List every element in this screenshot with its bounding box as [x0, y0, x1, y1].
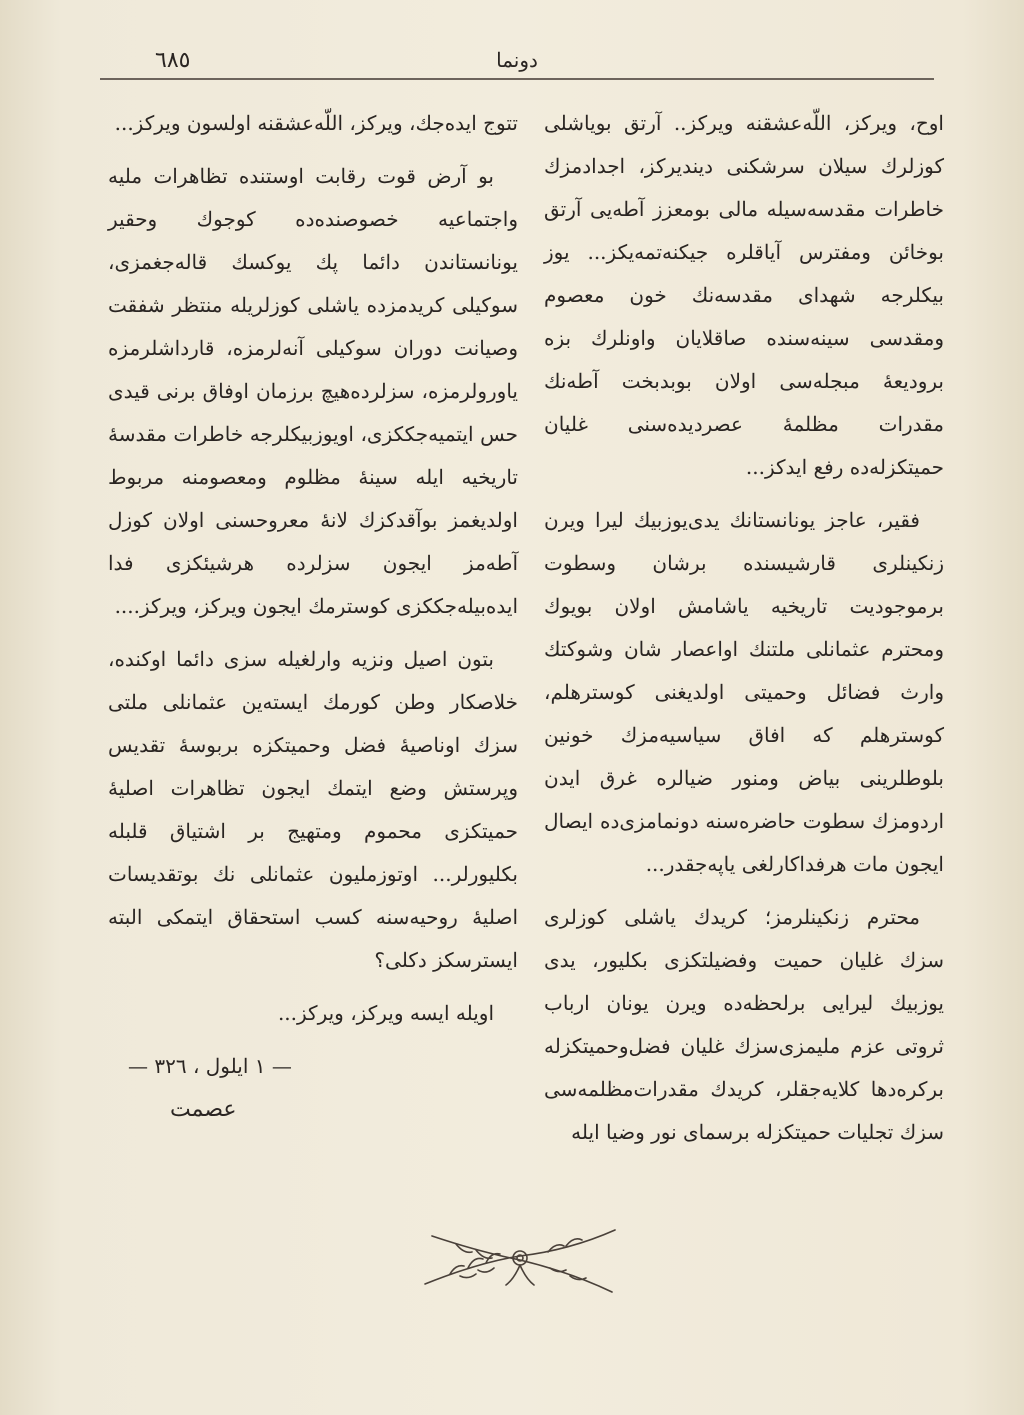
paragraph: فقیر، عاجز یونانستانك یدی‌یوزبیك لیرا ویرن زنکینلری قارشیسنده برشان وسطوت برموجودیت تاریخیه یاشامش اولان بویوك ومحترم عثمانلی ملتنك اواعصار شان وشوکتك وارث فضائل وحمیتی اولدیغنی کوسترهلم، کوسترهلم که افاق سیاسیه‌مزك خونین بلوطلرینی بیاض ومنور ضیالره غرق ایدن اردومزك سطوت حاضره‌سنه دونمامزی‌ده ایصال ایجون مات هرفداکارلغی یاپه‌جقدر...: [544, 508, 944, 876]
running-title: دونما: [496, 48, 538, 72]
paragraph: محترم زنکینلرمز؛ کریدك یاشلی کوزلری سزك غلیان حمیت وفضیلتکزی بکلیور، یدی یوزبیك لیرایی برلحظه‌ده ویرن یونان ارباب ثروتی عزم ملیمزی‌سزك غلیان فضل‌وحمیتکزله برکره‌دها کلایه‌جقلر، کریدك مقدرات‌مظلمه‌سی سزك تجلیات حمیتکزله برسمای نور وضیا ایله: [544, 905, 944, 1144]
page-number: ٦٨٥: [155, 48, 191, 73]
page-header: [100, 40, 934, 80]
paragraph: اویله ایسه ویرکز، ویرکز...: [277, 1001, 494, 1025]
paragraph: تتوج ایده‌جك، ویرکز، اللّه‌عشقنه اولسون ویرکز...: [114, 111, 518, 135]
dateline: — ۱ ایلول ، ۳۲٦ —: [128, 1054, 292, 1078]
header-rule: [100, 78, 934, 80]
left-column: [108, 102, 518, 1131]
right-column: [544, 102, 944, 1164]
crossed-branches-ornament-icon: [420, 1222, 620, 1300]
paragraph: اوح، ویرکز، اللّه‌عشقنه ویرکز.. آرتق بویاشلی کوزلرك سیلان سرشکنی دیندیرکز، اجدادمزك خاطرات مقدسه‌سیله مالی بومعزز آطه‌یی آرتق بوخائن ومفترس آیاقلره جیکنه‌تمه‌یکز... یوز بیکلرجه شهدای مقدسه‌نك خون معصوم ومقدسی سینه‌سنده صاقلایان واونلرك بزه برودیعهٔ مبجله‌سی اولان بوبدبخت آطه‌نك مقدرات مظلمهٔ عصردیده‌سنی غلیان حمیتکزله‌ده رفع ایدکز...: [544, 111, 944, 479]
author-signature: عصمت: [170, 1097, 237, 1122]
paragraph: بو آرض قوت رقابت اوستنده تظاهرات ملیه واجتماعیه خصوصنده‌ده کوجوك وحقیر یونانستاندن دائما پك یوکسك قاله‌جغمزی، سوکیلی کریدمزده یاشلی کوزلریله منتظر شفقت وصیانت دوران سوکیلی آنه‌لرمزه، قارداشلرمزه یاورولرمزه، سزلرده‌هیچ برزمان اوفاق برنی قیدی حس ایتمیه‌جککزی، اویوزبیکلرجه خاطرات مقدسهٔ تاریخیه ایله سینهٔ مظلوم ومعصومنه مربوط اولدیغمز بوآقدکزك لانهٔ معروحسنی اولان کوزل آطه‌مز ایجون سزلرده هرشیئکزی فدا ایده‌بیله‌جککزی کوسترمك ایجون ویرکز، ویرکز....: [108, 164, 518, 618]
paragraph: بتون اصیل ونزیه وارلغیله سزی دائما اوکنده، خلاصکار وطن کورمك ایسته‌ین عثمانلی ملتی سزك اوناصیهٔ فضل وحمیتکزه بربوسهٔ تقدیس وپرستش وضع ایتمك ایجون تظاهرات اصلیهٔ حمیتکزی محموم ومتهیج بر اشتیاق قلبله بکلیورلر... اوتوزملیون عثمانلی نك بوتقدیسات اصلیهٔ روحیه‌سنه کسب استحقاق ایتمکی البته ایسترسکز دکلی؟: [108, 647, 518, 972]
